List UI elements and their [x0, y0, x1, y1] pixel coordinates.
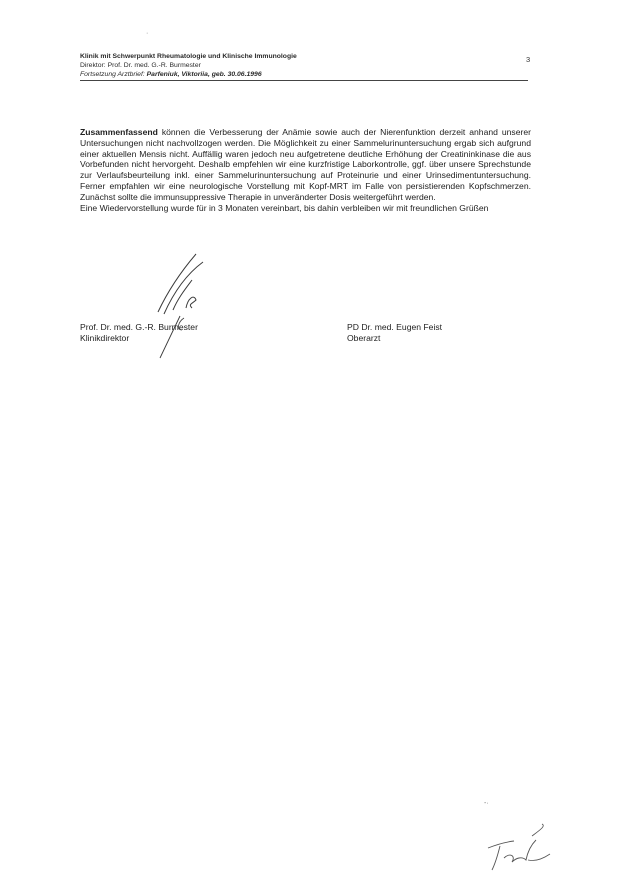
closing-paragraph: Eine Wiedervorstellung wurde für in 3 Monaten vereinbart, bis dahin verbleiben wir mit freundlichen Grüßen	[80, 202, 489, 213]
summary-text: können die Verbesserung der Anämie sowie auch der Nierenfunktion derzeit anhand unserer Untersuchungen nicht nachvollzogen werden. Die Möglichkeit zu einer Sammelurinuntersuchung ergab sich aufgrund einer aktuellen Mensis nicht. Auffällig waren jedoch neu aufgetretene deutliche Erhöhung der Creatininkinase die aus Vorbefunden nicht hervorgeht. Deshalb empfehlen wir eine kurzfristige Laborkontrolle, ggf. über unsere Sprechstunde zur Verlaufsbeurteilung inkl. einer Sammelurinuntersuchung auf Proteinurie und einer Urinsedimentuntersuchung. Ferner empfahlen wir eine neurologische Vorstellung mit Kopf-MRT im Falle von persistierenden Kopfschmerzen. Zunächst sollte die immunsuppressive Therapie in unveränderter Dosis weitergeführt werden.	[80, 127, 532, 202]
scan-speck: ·	[146, 30, 149, 37]
letter-body	[80, 127, 531, 213]
clinic-director: Direktor: Prof. Dr. med. G.-R. Burmester	[80, 61, 201, 69]
clinic-name: Klinik mit Schwerpunkt Rheumatologie und Klinische Immunologie	[80, 53, 297, 60]
signer-name: PD Dr. med. Eugen Feist	[347, 322, 443, 332]
handwritten-initials	[480, 820, 560, 878]
director-signature	[148, 250, 228, 360]
scan-speck: -·	[484, 800, 489, 807]
signature-right	[347, 322, 442, 343]
continuation-line	[80, 71, 528, 82]
signer-role: Klinikdirektor	[80, 332, 130, 343]
continuation-label: Fortsetzung Arztbrief:	[80, 70, 145, 78]
signer-role: Oberarzt	[347, 332, 381, 343]
summary-paragraph	[80, 127, 531, 203]
signature-left	[80, 322, 198, 343]
patient-info: Parfeniuk, Viktoriia, geb. 30.06.1996	[146, 70, 262, 78]
signer-name: Prof. Dr. med. G.-R. Burmester	[80, 322, 198, 332]
page-number: 3	[526, 55, 531, 64]
letter-header	[80, 53, 540, 81]
summary-lead: Zusammenfassend	[80, 127, 158, 137]
